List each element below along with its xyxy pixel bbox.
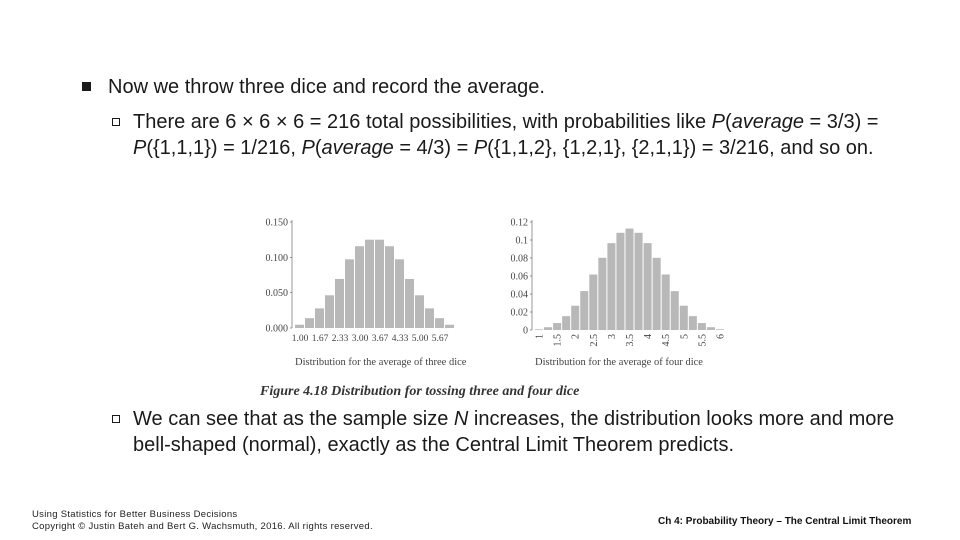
y-tick-label: 0.06 [510, 271, 528, 283]
main-bullet [82, 74, 942, 100]
bar [544, 327, 552, 330]
bar [535, 329, 543, 330]
bar [671, 291, 679, 330]
bar [445, 325, 454, 328]
bar [345, 259, 354, 328]
bar [435, 318, 444, 328]
sub-bullet-text: We can see that as the sample size N increases, the distribution looks more and more bell-shaped (normal), exactly as the Central Limit Theorem predicts. [133, 408, 895, 456]
bar [616, 233, 624, 330]
figure-svg [250, 210, 740, 400]
bar [415, 295, 424, 328]
x-tick-label: 1.00 [291, 334, 309, 344]
square-bullet-icon [82, 82, 91, 91]
y-tick-label: 0.1 [515, 235, 528, 247]
x-tick-label: 1.67 [311, 334, 329, 344]
sub-bullet-possibilities [112, 109, 912, 161]
bar [295, 325, 304, 328]
bar [698, 323, 706, 330]
bar [644, 243, 652, 330]
bar [562, 316, 570, 330]
y-tick-label: 0.12 [510, 217, 528, 229]
y-tick-label: 0.04 [510, 289, 528, 301]
bar [707, 327, 715, 330]
y-tick-label: 0.02 [510, 307, 528, 319]
y-tick-label: 0 [523, 325, 528, 337]
footer-copyright [32, 509, 373, 533]
x-tick-label: 4.5 [661, 334, 673, 347]
bar [598, 258, 606, 330]
y-tick-label: 0.08 [510, 253, 528, 265]
footer-chapter: Ch 4: Probability Theory – The Central Limit Theorem [658, 516, 912, 527]
bar [325, 295, 334, 328]
x-tick-label: 3.67 [371, 334, 389, 344]
y-tick-label: 0.000 [265, 323, 288, 335]
x-axis-label: Distribution for the average of three dice [295, 357, 467, 368]
footer-book-title: Using Statistics for Better Business Decisions [32, 509, 238, 520]
bar [375, 240, 384, 328]
x-tick-label: 5 [679, 334, 691, 339]
x-tick-label: 2.5 [588, 334, 600, 347]
bar [305, 318, 314, 328]
figure-caption: Figure 4.18 Distribution for tossing three and four dice [260, 384, 580, 399]
bar [355, 246, 364, 328]
bar [315, 308, 324, 328]
bar [571, 306, 579, 330]
footer-copyright-line: Copyright © Justin Bateh and Bert G. Wachsmuth, 2016. All rights reserved. [32, 521, 373, 532]
bar [653, 258, 661, 330]
bar [385, 246, 394, 328]
x-tick-label: 2 [570, 334, 582, 339]
main-bullet-text: Now we throw three dice and record the average. [108, 76, 545, 98]
hollow-square-bullet-icon [112, 118, 120, 126]
x-tick-label: 5.67 [431, 334, 449, 344]
x-tick-label: 6 [715, 334, 727, 339]
bar [580, 291, 588, 330]
x-tick-label: 4 [643, 334, 655, 339]
bar [662, 274, 670, 330]
sub-bullet-text: There are 6 × 6 × 6 = 216 total possibilities, with probabilities like P(average = 3/3) = P({1,1,1}) = 1/216, P(average = 4/3) = P({1,1,2}, {1,2,1}, {2,1,1}) = 3/216, and so on. [133, 111, 879, 159]
x-tick-label: 3 [606, 334, 618, 339]
y-tick-label: 0.050 [265, 288, 288, 300]
x-tick-label: 5.5 [697, 334, 709, 347]
bar [625, 229, 633, 330]
dice-distribution-figure [250, 210, 740, 400]
bar [365, 240, 374, 328]
bar [716, 329, 724, 330]
three-dice-chart [266, 218, 467, 369]
four-dice-chart [511, 218, 727, 369]
y-tick-label: 0.150 [265, 217, 288, 229]
bar [680, 306, 688, 330]
bar [589, 274, 597, 330]
x-tick-label: 1.5 [552, 334, 564, 347]
bar [689, 316, 697, 330]
x-tick-label: 3.5 [625, 334, 636, 347]
bar [635, 233, 643, 330]
x-tick-label: 4.33 [391, 334, 409, 344]
bar [607, 243, 615, 330]
x-tick-label: 3.00 [351, 334, 369, 344]
bar [425, 308, 434, 328]
sub-bullet-clt [112, 406, 912, 458]
x-tick-label: 1 [534, 334, 546, 339]
bar [335, 279, 344, 328]
hollow-square-bullet-icon [112, 415, 120, 423]
x-axis-label: Distribution for the average of four dice [535, 357, 703, 368]
bar [395, 259, 404, 328]
bar [553, 323, 561, 330]
x-tick-label: 2.33 [331, 334, 349, 344]
y-tick-label: 0.100 [265, 252, 288, 264]
bar [405, 279, 414, 328]
x-tick-label: 5.00 [411, 334, 429, 344]
